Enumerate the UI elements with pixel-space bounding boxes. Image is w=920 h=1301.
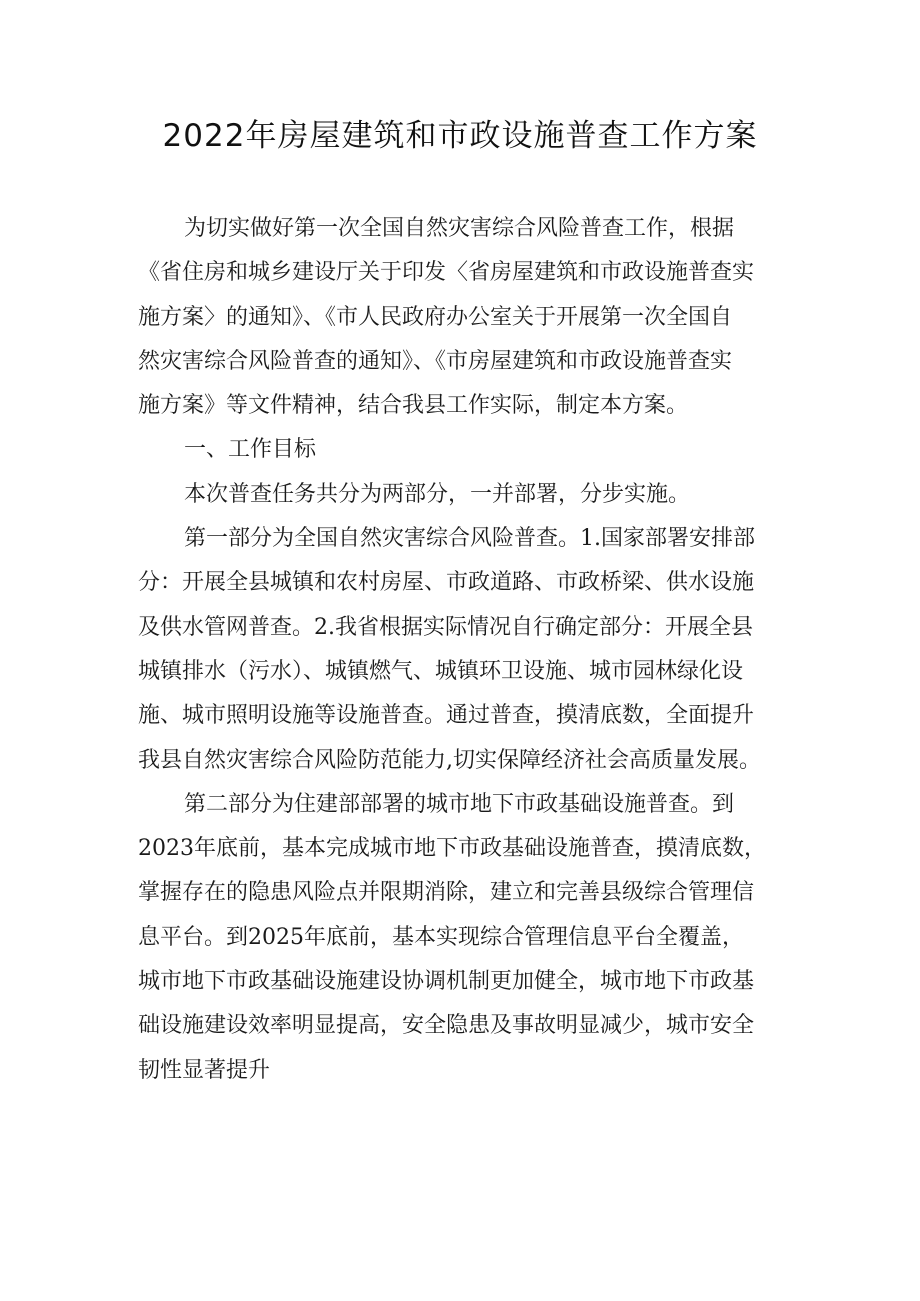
paragraph-line: 韧性显著提升 bbox=[138, 1057, 271, 1083]
paragraph-line: 础设施建设效率明显提高，安全隐患及事故明显减少，城市安全 bbox=[138, 1013, 755, 1039]
document-title: 2022年房屋建筑和市政设施普查工作方案 bbox=[162, 118, 758, 154]
paragraph-line: 施、城市照明设施等设施普查。通过普查，摸清底数，全面提升 bbox=[138, 703, 755, 729]
paragraph-line: 城市地下市政基础设施建设协调机制更加健全，城市地下市政基 bbox=[138, 969, 755, 995]
paragraph-line: 一、工作目标 bbox=[184, 437, 317, 463]
paragraph-line: 我县自然灾害综合风险防范能力,切实保障经济社会高质量发展。 bbox=[138, 747, 761, 773]
paragraph-line: 施方案》等文件精神，结合我县工作实际，制定本方案。 bbox=[138, 393, 689, 419]
paragraph-line: 然灾害综合风险普查的通知》、《市房屋建筑和市政设施普查实 bbox=[138, 348, 733, 374]
paragraph-part-one bbox=[138, 517, 788, 783]
document-body bbox=[138, 207, 788, 1093]
paragraph-line: 第二部分为住建部部署的城市地下市政基础设施普查。到 bbox=[184, 791, 735, 817]
paragraph-overview bbox=[138, 473, 788, 517]
paragraph-line: 息平台。到2025年底前，基本实现综合管理信息平台全覆盖， bbox=[138, 924, 744, 950]
paragraph-line: 2023年底前，基本完成城市地下市政基础设施普查，摸清底数， bbox=[138, 836, 766, 862]
paragraph-line: 掌握存在的隐患风险点并限期消除，建立和完善县级综合管理信 bbox=[138, 880, 755, 906]
paragraph-line: 为切实做好第一次全国自然灾害综合风险普查工作，根据 bbox=[184, 216, 735, 241]
paragraph-part-two bbox=[138, 783, 788, 1093]
paragraph-line: 第一部分为全国自然灾害综合风险普查。1.国家部署安排部 bbox=[184, 526, 755, 552]
paragraph-line: 本次普查任务共分为两部分，一并部署，分步实施。 bbox=[184, 481, 691, 507]
section-heading bbox=[138, 428, 788, 472]
paragraph-intro bbox=[138, 207, 788, 428]
paragraph-line: 施方案〉的通知》、《市人民政府办公室关于开展第一次全国自 bbox=[138, 304, 733, 330]
paragraph-line: 分：开展全县城镇和农村房屋、市政道路、市政桥梁、供水设施 bbox=[138, 570, 755, 596]
paragraph-line: 城镇排水（污水）、城镇燃气、城镇环卫设施、城市园林绿化设 bbox=[138, 658, 744, 684]
paragraph-line: 及供水管网普查。2.我省根据实际情况自行确定部分：开展全县 bbox=[138, 614, 753, 640]
paragraph-line: 《省住房和城乡建设厅关于印发〈省房屋建筑和市政设施普查实 bbox=[138, 260, 755, 286]
